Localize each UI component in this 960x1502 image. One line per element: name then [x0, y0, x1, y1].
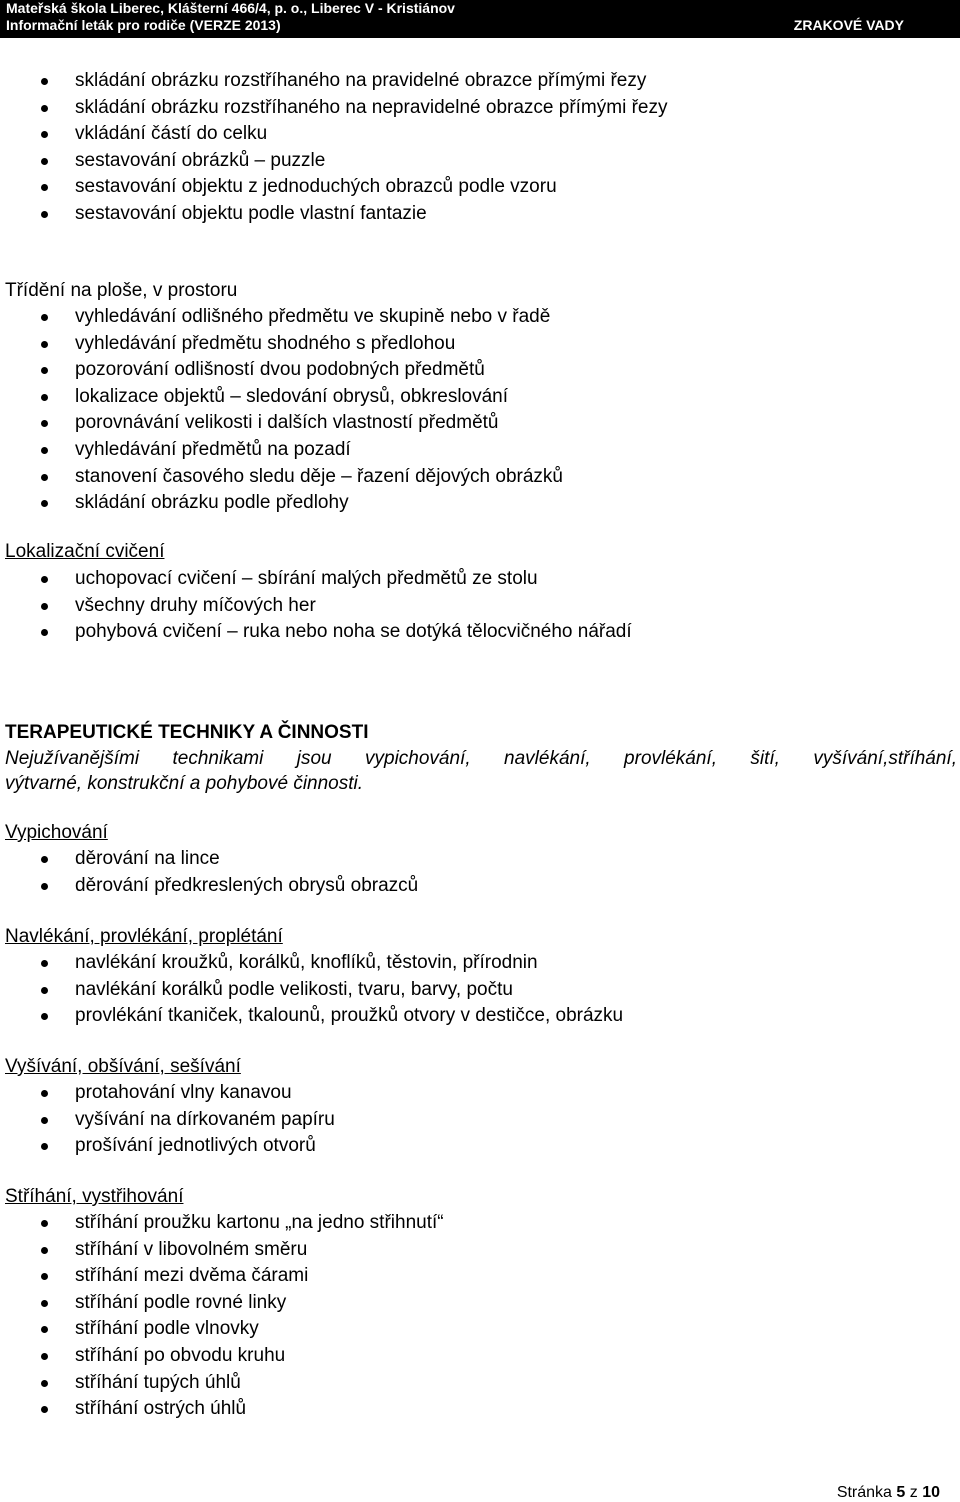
bullet-icon: [41, 131, 48, 138]
list-item: [0, 437, 563, 464]
list-item: [0, 1263, 444, 1290]
list-item-text: navlékání korálků podle velikosti, tvaru, barvy, počtu: [75, 978, 513, 1000]
bullet-icon: [41, 856, 48, 863]
bullet-icon: [41, 341, 48, 348]
heading-navlekani: Navlékání, provlékání, proplétání: [5, 926, 283, 947]
list-vypichovani: [0, 846, 418, 899]
bullet-icon: [41, 211, 48, 218]
list-item-text: vyhledávání předmětu shodného s předlohou: [75, 332, 456, 354]
bullet-icon: [41, 158, 48, 165]
page-header: [0, 0, 960, 38]
page-separator: z: [905, 1484, 923, 1501]
list-item-text: stříhání ostrých úhlů: [75, 1398, 247, 1420]
bullet-icon: [41, 1013, 48, 1020]
bullet-icon: [41, 1353, 48, 1360]
bullet-icon: [41, 78, 48, 85]
heading-terapeuticke: TERAPEUTICKÉ TECHNIKY A ČINNOSTI: [5, 722, 369, 743]
bullet-icon: [41, 1090, 48, 1097]
total-pages: 10: [922, 1484, 940, 1501]
list-item-text: porovnávání velikosti i dalších vlastností předmětů: [75, 412, 499, 434]
bullet-icon: [41, 500, 48, 507]
bullet-icon: [41, 960, 48, 967]
list-item: [0, 1396, 444, 1423]
bullet-icon: [41, 105, 48, 112]
list-item-text: provlékání tkaniček, tkalounů, proužků otvory v destičce, obrázku: [75, 1005, 624, 1027]
bullet-icon: [41, 1326, 48, 1333]
list-item: [0, 1210, 444, 1237]
list-item: [0, 148, 667, 175]
page-label: Stránka: [836, 1484, 897, 1501]
list-item-text: stříhání mezi dvěma čárami: [75, 1265, 309, 1287]
document-subtitle: Informační leták pro rodiče (VERZE 2013): [6, 17, 281, 33]
heading-vysivani: Vyšívání, obšívání, sešívání: [5, 1056, 241, 1077]
list-item: [0, 464, 563, 491]
list-item-text: stříhání podle rovné linky: [75, 1291, 287, 1313]
list-item: [0, 1080, 335, 1107]
bullet-icon: [41, 1380, 48, 1387]
list-item-text: děrování na lince: [75, 848, 220, 869]
list-item-text: sestavování objektu z jednoduchých obrazců podle vzoru: [75, 176, 557, 198]
section-title: ZRAKOVÉ VADY: [793, 17, 904, 33]
bullet-icon: [41, 1143, 48, 1150]
current-page: 5: [896, 1484, 906, 1501]
list-top: [0, 68, 667, 228]
page-number: [837, 1484, 940, 1502]
list-item-text: protahování vlny kanavou: [75, 1082, 292, 1103]
list-item-text: lokalizace objektů – sledování obrysů, obkreslování: [75, 385, 509, 407]
bullet-icon: [41, 1220, 48, 1227]
bullet-icon: [41, 576, 48, 583]
bullet-icon: [41, 883, 48, 890]
bullet-icon: [41, 987, 48, 994]
list-item: [0, 1290, 444, 1317]
bullet-icon: [41, 1247, 48, 1254]
list-trideni: [0, 304, 563, 517]
list-item: [0, 593, 632, 620]
list-item: [0, 566, 632, 593]
list-vysivani: [0, 1080, 335, 1160]
bullet-icon: [41, 314, 48, 321]
list-item-text: skládání obrázku rozstříhaného na pravidelné obrazce přímými řezy: [75, 70, 647, 91]
list-item: [0, 846, 418, 873]
list-item-text: stříhání tupých úhlů: [75, 1371, 241, 1393]
bullet-icon: [41, 474, 48, 481]
list-item: [0, 357, 563, 384]
list-item: [0, 1343, 444, 1370]
list-item: [0, 873, 418, 900]
list-item: [0, 490, 563, 517]
list-item: [0, 1003, 623, 1030]
list-navlekani: [0, 950, 623, 1030]
list-item-text: stanovení časového sledu děje – řazení dějových obrázků: [75, 465, 563, 487]
list-lokalizacni: [0, 566, 632, 646]
list-item-text: vyhledávání předmětů na pozadí: [75, 438, 351, 460]
list-item-text: sestavování objektu podle vlastní fantazie: [75, 202, 427, 224]
list-item-text: všechny druhy míčových her: [75, 594, 316, 616]
list-item-text: uchopovací cvičení – sbírání malých předmětů ze stolu: [75, 568, 538, 589]
list-item-text: stříhání v libovolném směru: [75, 1238, 308, 1260]
list-item: [0, 619, 632, 646]
list-item: [0, 410, 563, 437]
bullet-icon: [41, 1300, 48, 1307]
list-item-text: navlékání kroužků, korálků, knoflíků, těstovin, přírodnin: [75, 952, 538, 973]
list-item-text: sestavování obrázků – puzzle: [75, 149, 326, 171]
list-item-text: stříhání po obvodu kruhu: [75, 1344, 286, 1366]
list-item: [0, 95, 667, 122]
bullet-icon: [41, 394, 48, 401]
list-item-text: vyšívání na dírkovaném papíru: [75, 1108, 335, 1130]
list-item: [0, 68, 667, 95]
heading-trideni: Třídění na ploše, v prostoru: [5, 280, 238, 301]
bullet-icon: [41, 603, 48, 610]
list-item-text: stříhání proužku kartonu „na jedno střihnutí“: [75, 1212, 444, 1233]
paragraph-line-1: Nejužívanějšími technikami jsou vypichování, navlékání, provlékání, šití, vyšívání,stříhání,: [5, 748, 957, 769]
bullet-icon: [41, 420, 48, 427]
bullet-icon: [41, 1117, 48, 1124]
list-strihani: [0, 1210, 444, 1423]
list-item: [0, 201, 667, 228]
list-item: [0, 1316, 444, 1343]
school-name: Mateřská škola Liberec, Klášterní 466/4, p. o., Liberec V - Kristiánov: [6, 0, 455, 16]
list-item-text: pozorování odlišností dvou podobných předmětů: [75, 359, 485, 381]
list-item: [0, 331, 563, 358]
list-item-text: vyhledávání odlišného předmětu ve skupině nebo v řadě: [75, 306, 551, 327]
list-item-text: vkládání částí do celku: [75, 123, 268, 145]
list-item: [0, 1133, 335, 1160]
heading-lokalizacni: Lokalizační cvičení: [5, 541, 165, 562]
list-item: [0, 1237, 444, 1264]
list-item: [0, 121, 667, 148]
list-item: [0, 1107, 335, 1134]
list-item: [0, 174, 667, 201]
list-item-text: skládání obrázku podle předlohy: [75, 492, 349, 514]
paragraph-line-2: výtvarné, konstrukční a pohybové činnosti.: [5, 773, 364, 794]
terapeuticke-paragraph: [5, 746, 957, 796]
list-item: [0, 1370, 444, 1397]
list-item-text: prošívání jednotlivých otvorů: [75, 1135, 316, 1157]
bullet-icon: [41, 629, 48, 636]
bullet-icon: [41, 447, 48, 454]
list-item: [0, 384, 563, 411]
bullet-icon: [41, 1406, 48, 1413]
list-item: [0, 977, 623, 1004]
list-item: [0, 304, 563, 331]
list-item-text: skládání obrázku rozstříhaného na nepravidelné obrazce přímými řezy: [75, 96, 668, 118]
heading-vypichovani: Vypichování: [5, 822, 108, 843]
bullet-icon: [41, 1273, 48, 1280]
heading-strihani: Stříhání, vystřihování: [5, 1186, 184, 1207]
bullet-icon: [41, 184, 48, 191]
list-item-text: stříhání podle vlnovky: [75, 1318, 259, 1340]
list-item: [0, 950, 623, 977]
bullet-icon: [41, 367, 48, 374]
list-item-text: pohybová cvičení – ruka nebo noha se dotýká tělocvičného nářadí: [75, 621, 632, 643]
list-item-text: děrování předkreslených obrysů obrazců: [75, 874, 419, 896]
